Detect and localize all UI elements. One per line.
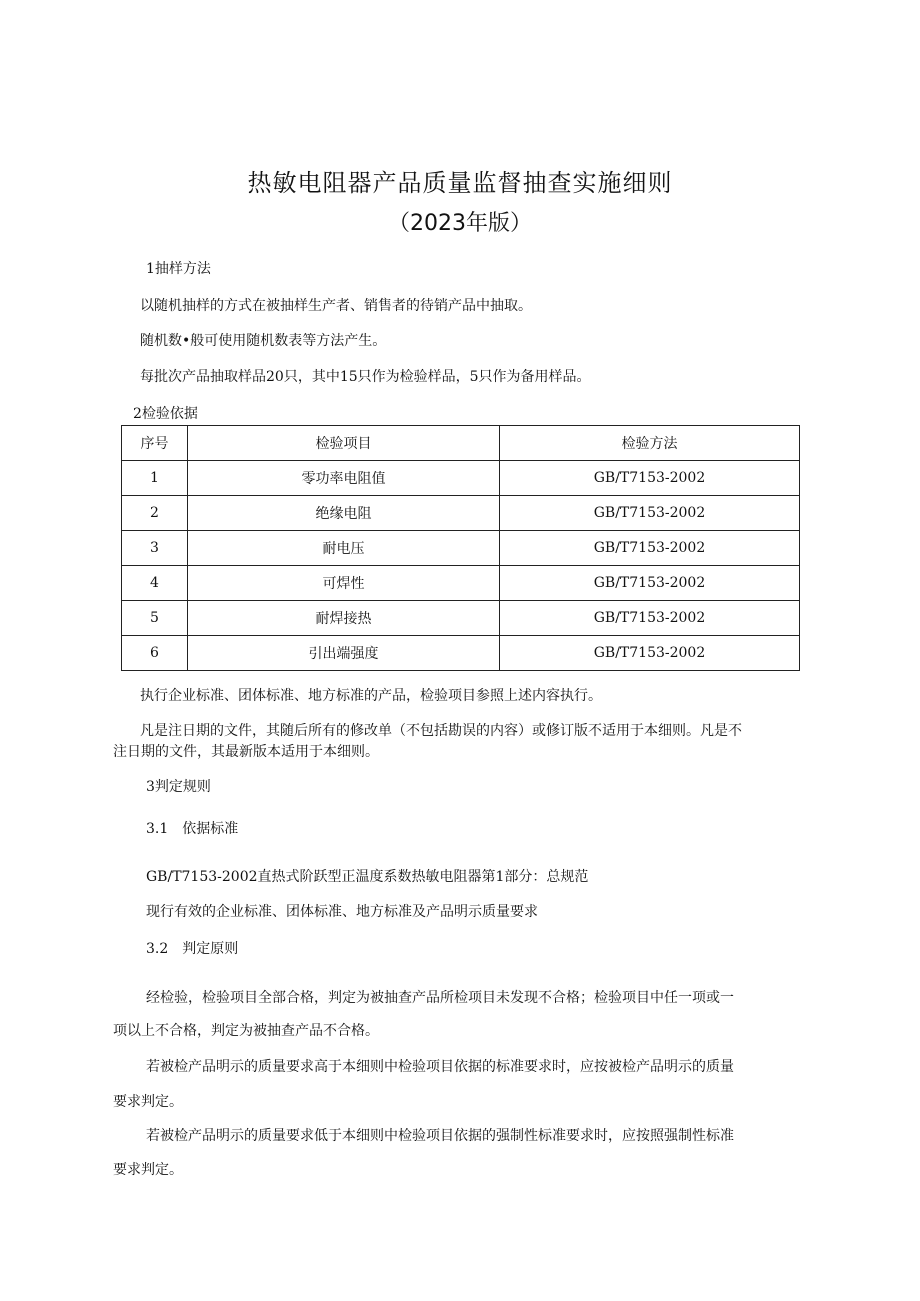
section-1-paragraph-2: 随机数•般可使用随机数表等方法产生。 (140, 333, 387, 349)
row-method: GB/T7153-2002 (500, 461, 800, 496)
row-item: 耐焊接热 (188, 601, 500, 636)
row-method: GB/T7153-2002 (500, 601, 800, 636)
section-1-heading: 1抽样方法 (146, 261, 211, 277)
header-method: 检验方法 (500, 426, 800, 461)
row-index: 3 (122, 531, 188, 566)
section-1-paragraph-1: 以随机抽样的方式在被抽样生产者、销售者的待销产品中抽取。 (140, 298, 532, 314)
section-2-note-2-line-1: 凡是注日期的文件，其随后所有的修改单（不包括勘误的内容）或修订版不适用于本细则。凡是不 (140, 723, 742, 739)
row-item: 绝缘电阻 (188, 496, 500, 531)
section-3-2-heading: 3.2 判定原则 (146, 941, 239, 957)
table-row (122, 566, 800, 601)
row-index: 4 (122, 566, 188, 601)
row-method: GB/T7153-2002 (500, 496, 800, 531)
section-2-note-2-line-2: 注日期的文件，其最新版本适用于本细则。 (113, 744, 379, 760)
section-2-heading: 2检验依据 (133, 406, 198, 422)
section-3-heading: 3判定规则 (146, 779, 211, 795)
table-row (122, 636, 800, 671)
row-index: 1 (122, 461, 188, 496)
rule-1-line-1: 经检验，检验项目全部合格，判定为被抽查产品所检项目未发现不合格；检验项目中任一项或一 (146, 990, 734, 1006)
rule-2-line-1: 若被检产品明示的质量要求高于本细则中检验项目依据的标准要求时，应按被检产品明示的质量 (146, 1059, 734, 1075)
row-item: 引出端强度 (188, 636, 500, 671)
row-item: 耐电压 (188, 531, 500, 566)
section-1-paragraph-3: 每批次产品抽取样品20只，其中15只作为检验样品，5只作为备用样品。 (140, 369, 591, 385)
inspection-table (121, 425, 800, 671)
row-method: GB/T7153-2002 (500, 566, 800, 601)
table-header-row (122, 426, 800, 461)
row-index: 5 (122, 601, 188, 636)
section-2-note-1: 执行企业标准、团体标准、地方标准的产品，检验项目参照上述内容执行。 (140, 688, 602, 704)
standard-2: 现行有效的企业标准、团体标准、地方标准及产品明示质量要求 (146, 904, 538, 920)
standard-1: GB/T7153-2002直热式阶跃型正温度系数热敏电阻器第1部分：总规范 (146, 869, 589, 885)
row-method: GB/T7153-2002 (500, 531, 800, 566)
row-method: GB/T7153-2002 (500, 636, 800, 671)
header-index: 序号 (122, 426, 188, 461)
header-item: 检验项目 (188, 426, 500, 461)
section-3-1-heading: 3.1 依据标准 (146, 821, 239, 837)
rule-3-line-1: 若被检产品明示的质量要求低于本细则中检验项目依据的强制性标准要求时，应按照强制性标准 (146, 1128, 734, 1144)
rule-1-line-2: 项以上不合格，判定为被抽查产品不合格。 (113, 1023, 379, 1039)
row-index: 2 (122, 496, 188, 531)
row-item: 零功率电阻值 (188, 461, 500, 496)
table-row (122, 531, 800, 566)
row-index: 6 (122, 636, 188, 671)
table-row (122, 461, 800, 496)
table-row (122, 496, 800, 531)
rule-3-line-2: 要求判定。 (113, 1162, 183, 1178)
document-title: 热敏电阻器产品质量监督抽查实施细则 (247, 169, 673, 197)
row-item: 可焊性 (188, 566, 500, 601)
table-row (122, 601, 800, 636)
rule-2-line-2: 要求判定。 (113, 1094, 183, 1110)
document-subtitle: （2023年版） (388, 211, 532, 236)
